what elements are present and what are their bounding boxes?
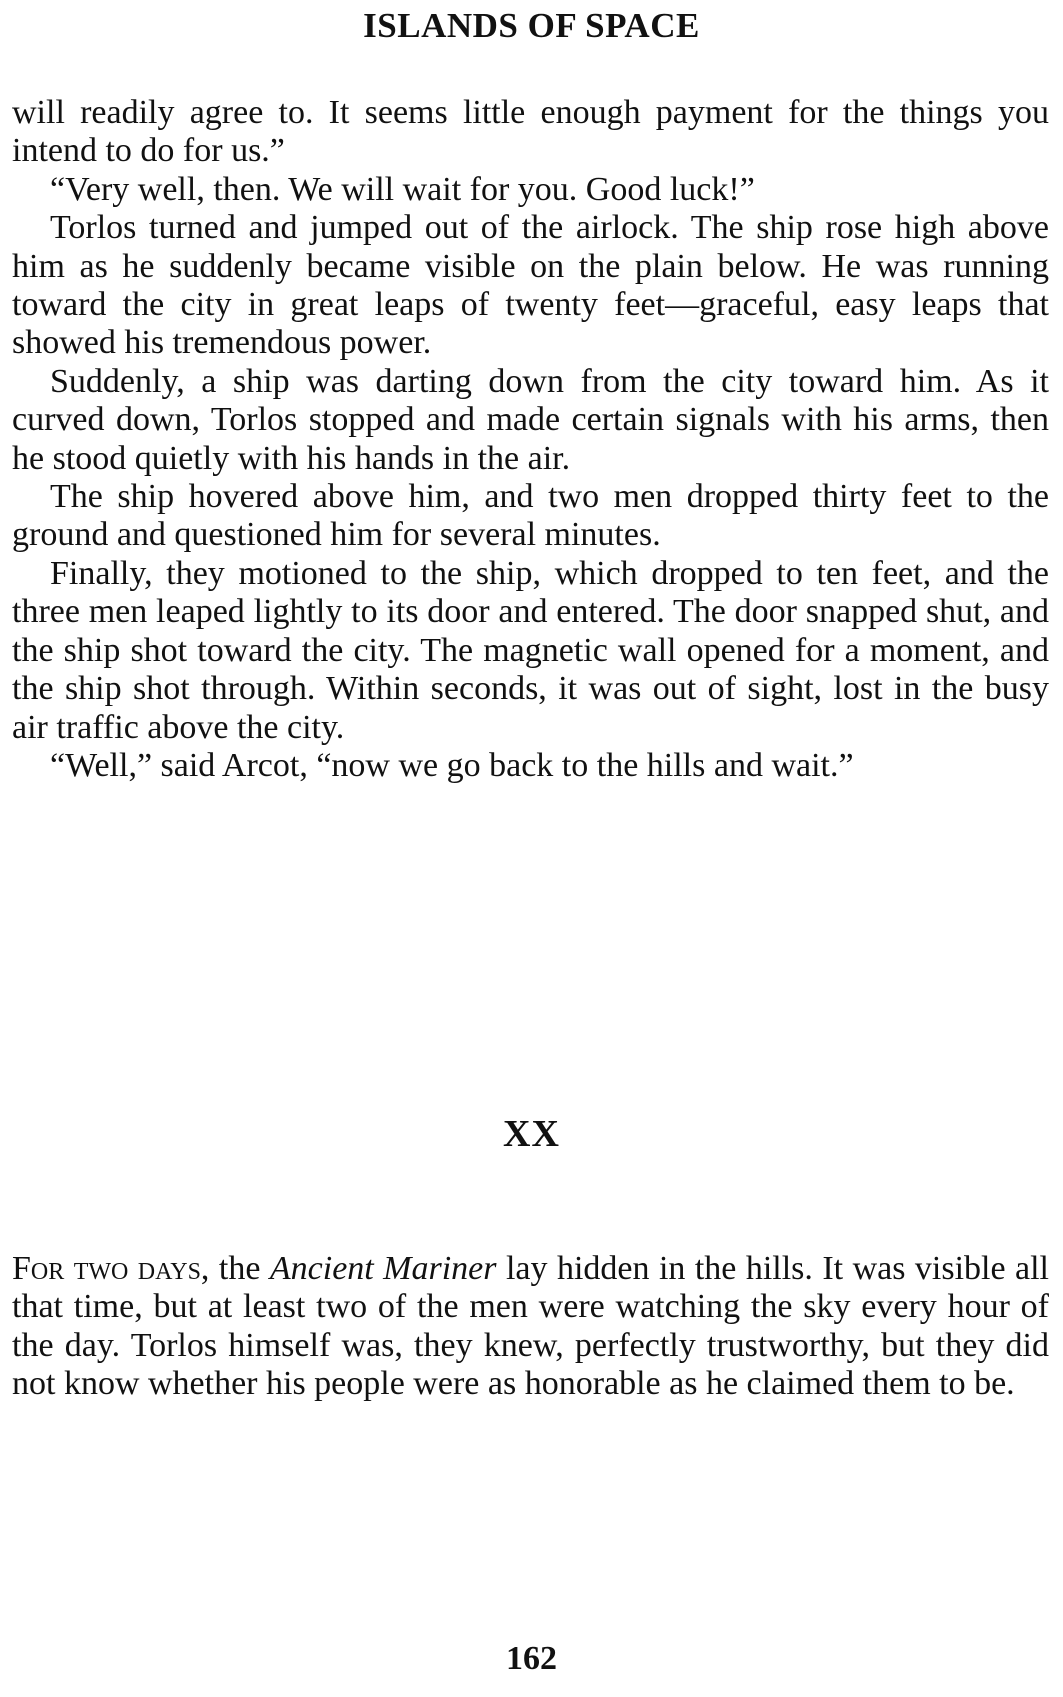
ship-name: Ancient Mariner [269, 1250, 497, 1287]
opening-rest: lay hidden in the hills. It was visible all that time, but at least two of the men were watching the sky every hour of the day. Torlos himself was, they knew, perfectly trustworthy, but they did not know whether his people were as honorable as he claimed them to be. [12, 1250, 1049, 1403]
paragraph: “Very well, then. We will wait for you. Good luck!” [50, 170, 755, 208]
paragraph: Torlos turned and jumped out of the airlock. The ship rose high above him as he suddenly became visible on the plain below. He was running toward the city in great leaps of twenty feet—graceful, easy leaps that showed his tremendous power. [12, 209, 1049, 362]
opening-smallcaps: For two days, [12, 1250, 210, 1287]
paragraph: Finally, they motioned to the ship, which dropped to ten feet, and the three men leaped lightly to its door and entered. The door snapped shut, and the ship shot toward the city. The magnetic wall opened for a moment, and the ship shot through. Within seconds, it was out of sight, lost in the busy air traffic above the city. [12, 554, 1049, 746]
chapter-heading: XX [503, 1113, 560, 1155]
paragraph: “Well,” said Arcot, “now we go back to the hills and wait.” [50, 746, 854, 784]
page-number: 162 [506, 1640, 557, 1677]
body-text-chapter [12, 1250, 1049, 1404]
paragraph: Suddenly, a ship was darting down from the city toward him. As it curved down, Torlos stopped and made certain signals with his arms, then he stood quietly with his hands in the air. [12, 362, 1049, 477]
chapter-opening-paragraph [12, 1250, 1049, 1404]
paragraph: The ship hovered above him, and two men dropped thirty feet to the ground and questioned him for several minutes. [12, 478, 1049, 554]
running-head: ISLANDS OF SPACE [363, 6, 700, 45]
body-text-top [12, 94, 1049, 785]
opening-connector: the [209, 1250, 270, 1287]
paragraph: will readily agree to. It seems little enough payment for the things you intend to do for us.” [12, 94, 1049, 170]
